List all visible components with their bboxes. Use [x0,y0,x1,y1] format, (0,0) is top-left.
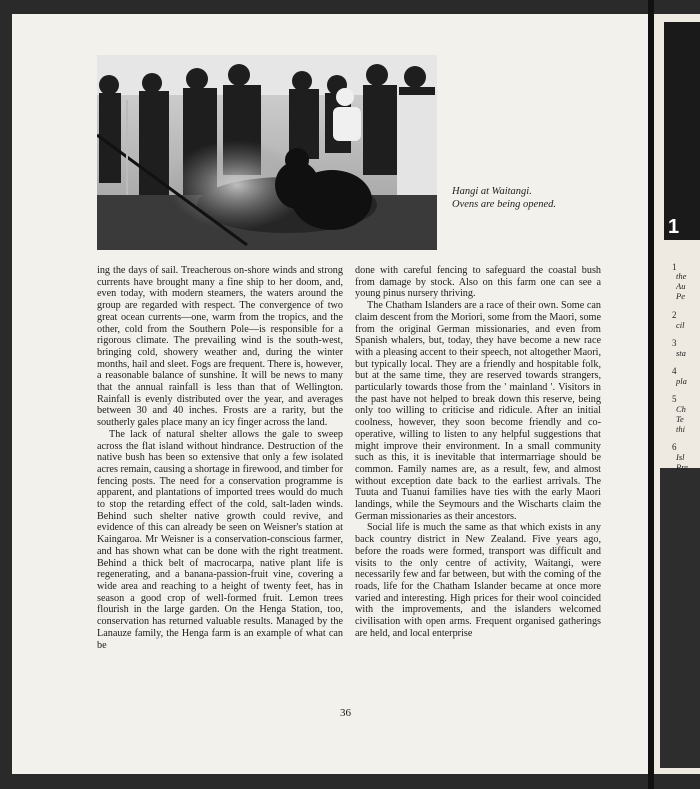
opposite-page-figure-number: 1 [668,216,680,238]
paragraph: done with careful fencing to safeguard the coastal bush from damage by stock. Also on this farm one can see a young pinus nursery thriving. [355,265,601,300]
photo-caption [452,185,632,211]
paragraph: The Chatham Islanders are a race of their own. Some can claim descent from the Moriori, some from the Maori, some from the original German missionaries, and even from Spanish whalers, but, today, they have become a new race with a pleasing accent to their speech, not altogether Maori, but typically local. They are a friendly and hospitable folk, but at the same time, they are reserved towards strangers, particularly towards those from the ' mainland '. Visitors in the past have not helped to break down this reserve, being only too willing to criticise and ridicule. After an initial coolness, however, they soon become friendly and co-operative, willing to listen to any helpful suggestions that might improve their environment. In a small community such as this, it is inevitable that intermarriage should be common. Family names are, as a result, few, and almost without exception date back to the earliest arrivals. The Tuuta and Tuanui families have ties with the early Maori landings, while the Seymours and the Wischarts claim the German missionaries as their ancestors. [355,300,601,522]
page-number: 36 [340,707,351,719]
side-item-line: cil [676,320,685,330]
side-item-line: Isl [676,452,685,462]
paragraph: ing the days of sail. Treacherous on-shore winds and strong currents have brought many a fine ship to her doom, and, even today, with modern steamers, the waters around the group are regarded with respect. The convergence of two great ocean currents—one, warm from the tropics, and the other, cold from the Southern Pole—is responsible for a rigorous climate. The prevailing wind is the south-west, bringing cold, showery weather and, during the winter months, hail and sleet. Fogs are frequent. There is, however, a reasonable balance of sunshine. It will be news to many that the annual rainfall is less than that of Wellington. Rainfall is evenly distributed over the year, and averages between 30 and 40 inches. Frosts are a rarity, but the southerly gales place many an icy finger across the land. [97,265,343,429]
opposite-page-photo-top [664,22,700,240]
side-item-number: 4 [672,366,677,376]
paragraph: Social life is much the same as that which exists in any back country district in New Zealand. Five years ago, before the roads were formed, transport was difficult and visits to the only centre of activity, Waitangi, were necessarily few and far between, but with the coming of the roads, life for the Chatham Islander became at once more varied and interesting. High prices for their wool coincided with the improvements, and the islanders welcomed civilisation with open arms. Frequent organised gatherings are held, and local enterprise [355,522,601,639]
side-item-line: Ch [676,404,686,414]
side-item-line: Pre [676,462,688,472]
side-item-line: thi [676,424,685,434]
side-item-line: Au [676,281,686,291]
side-item-number: 1 [672,262,677,272]
hangi-photo-illustration [97,55,437,250]
side-item-line: pla [676,376,687,386]
side-item-number: 5 [672,394,677,404]
left-text-column [97,265,343,651]
caption-line-1: Hangi at Waitangi. [452,186,532,197]
side-item-line: Te [676,414,684,424]
paragraph: The lack of natural shelter allows the gale to sweep across the flat island without hindrance. Destruction of the native bush has been so extensive that only a few isolated acres remain, causing a shortage in firewood, and timber for fencing posts. The need for a conservation programme is apparent, and plantations of imported trees would do much to stop the retarding effect of the cold, salt-laden winds. Behind such shelter native growth could revive, and evidence of this can already be seen on Weisner's station at Kaingaroa. Mr Weisner is a conservation-conscious farmer, and has shown what can be done with the right treatment. Behind a thick belt of macrocarpa, native plant life is regenerating, and a banana-passion-fruit vine, covering a wide area and reaching to a height of twenty feet, has in season a good crop of well-formed fruit. Lemon trees flourish in the large garden. On the Henga Station, too, conservation has returned valuable results. Managed by the Lanauze family, the Henga farm is an example of what can be [97,428,343,651]
side-item-number: 6 [672,442,677,452]
hangi-photo [97,55,437,250]
side-item-number: 3 [672,338,677,348]
caption-line-2: Ovens are being opened. [452,199,556,210]
side-item-number: 2 [672,310,677,320]
page-binding [648,0,654,789]
opposite-page-photo-bottom [660,468,700,768]
right-text-column [355,265,601,640]
side-item-line: sta [676,348,686,358]
side-item-line: the [676,271,687,281]
side-item-line: Pe [676,291,685,301]
